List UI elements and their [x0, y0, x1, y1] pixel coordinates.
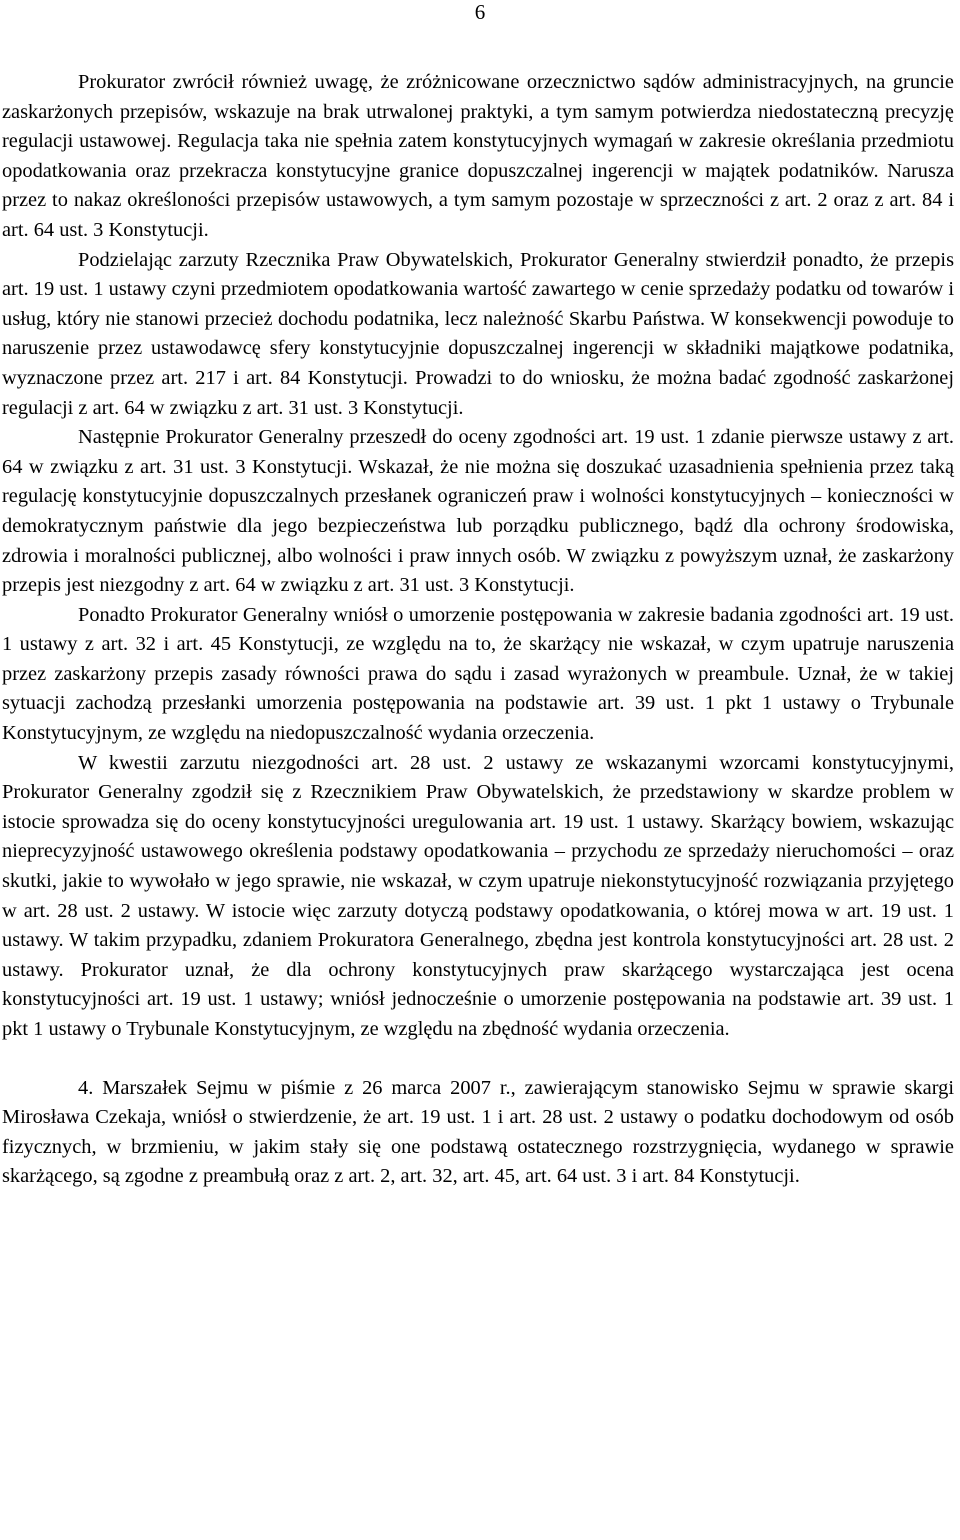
- paragraph-umorzenie: Ponadto Prokurator Generalny wniósł o umorzenie postępowania w zakresie badania zgodności art. 19 ust. 1 ustawy z art. 32 i art. 45 Konstytucji, ze względu na to, że skarżący nie wskazał, w czym upatruje naruszenia przez zaskarżony przepis zasady równości prawa do sądu i zasad wyrażonych w preambule. Uznał, że w takiej sytuacji zachodzą przesłanki umorzenia postępowania na podstawie art. 39 ust. 1 pkt 1 ustawy o Trybunale Konstytucyjnym, ze względu na niedopuszczalność wydania orzeczenia.: [2, 603, 954, 745]
- paragraph-podzielajac-zarzuty: Podzielając zarzuty Rzecznika Praw Obywatelskich, Prokurator Generalny stwierdził ponadto, że przepis art. 19 ust. 1 ustawy czyni przedmiotem opodatkowania wartość zawartego w cenie sprzedaży podatku od towarów i usług, który nie stanowi przecież dochodu podatnika, lecz należność Skarbu Państwa. W konsekwencji powoduje to naruszenie przez ustawodawcę sfery konstytucyjnie dopuszczalnej ingerencji w składniki majątkowe podatnika, wyznaczone przez art. 217 i art. 84 Konstytucji. Prowadzi to do wniosku, że można badać zgodność zaskarżonej regulacji z art. 64 w związku z art. 31 ust. 3 Konstytucji.: [2, 248, 954, 419]
- document-body: [2, 68, 954, 1192]
- paragraph-art-28: W kwestii zarzutu niezgodności art. 28 ust. 2 ustawy ze wskazanymi wzorcami konstytucyjnymi, Prokurator Generalny zgodził się z Rzecznikiem Praw Obywatelskich, że przedstawiony w skardze problem w istocie sprowadza się do oceny konstytucyjności uregulowania art. 19 ust. 1 ustawy. Skarżący bowiem, wskazując nieprecyzyjność ustawowego określenia podstawy opodatkowania – przychodu ze sprzedaży nieruchomości – oraz skutki, jakie to wywołało w jego sprawie, nie wskazał, w czym upatruje niekonstytucyjność rozwiązania przyjętego w art. 28 ust. 2 ustawy. W istocie więc zarzuty dotyczą podstawy opodatkowania, o której mowa w art. 19 ust. 1 ustawy. W takim przypadku, zdaniem Prokuratora Generalnego, zbędna jest kontrola konstytucyjności art. 28 ust. 2 ustawy. Prokurator uznał, że dla ochrony konstytucyjnych praw skarżącego wystarczająca jest ocena konstytucyjności art. 19 ust. 1 ustawy; wniósł jednocześnie o umorzenie postępowania na podstawie art. 39 ust. 1 pkt 1 ustawy o Trybunale Konstytucyjnym, ze względu na zbędność wydania orzeczenia.: [2, 751, 954, 1040]
- paragraph-prokurator-uwaga: Prokurator zwrócił również uwagę, że zróżnicowane orzecznictwo sądów administracyjnych, na gruncie zaskarżonych przepisów, wskazuje na brak utrwalonej praktyki, a tym samym potwierdza niedostateczną precyzję regulacji ustawowej. Regulacja taka nie spełnia zatem konstytucyjnych wymagań w zakresie określania przedmiotu opodatkowania oraz przekracza konstytucyjne granice dopuszczalnej ingerencji w majątek podatników. Narusza przez to nakaz określoności przepisów ustawowych, a tym samym pozostaje w sprzeczności z art. 2 oraz z art. 84 i art. 64 ust. 3 Konstytucji.: [2, 71, 954, 241]
- paragraph-ocena-zgodnosci: Następnie Prokurator Generalny przeszedł do oceny zgodności art. 19 ust. 1 zdanie pierwsze ustawy z art. 64 w związku z art. 31 ust. 3 Konstytucji. Wskazał, że nie można się doszukać uzasadnienia spełnienia przez taką regulację konstytucyjnie dopuszczalnych przesłanek ograniczeń praw i wolności konstytucyjnych – konieczności w demokratycznym państwie dla jego bezpieczeństwa lub porządku publicznego, bądź dla ochrony środowiska, zdrowia i moralności publicznej, albo wolności i praw innych osób. W związku z powyższym uznał, że zaskarżony przepis jest niezgodny z art. 64 w związku z art. 31 ust. 3 Konstytucji.: [2, 426, 954, 597]
- page-number: 6: [474, 0, 486, 24]
- paragraph-marszalek-sejmu: 4. Marszałek Sejmu w piśmie z 26 marca 2007 r., zawierającym stanowisko Sejmu w sprawie skargi Mirosława Czekaja, wniósł o stwierdzenie, że art. 19 ust. 1 i art. 28 ust. 2 ustawy o podatku dochodowym od osób fizycznych, w brzmieniu, w jakim stały się one podstawą ostatecznego rozstrzygnięcia, wydanego w sprawie skarżącego, są zgodne z preambułą oraz z art. 2, art. 32, art. 45, art. 64 ust. 3 i art. 84 Konstytucji.: [2, 1076, 954, 1188]
